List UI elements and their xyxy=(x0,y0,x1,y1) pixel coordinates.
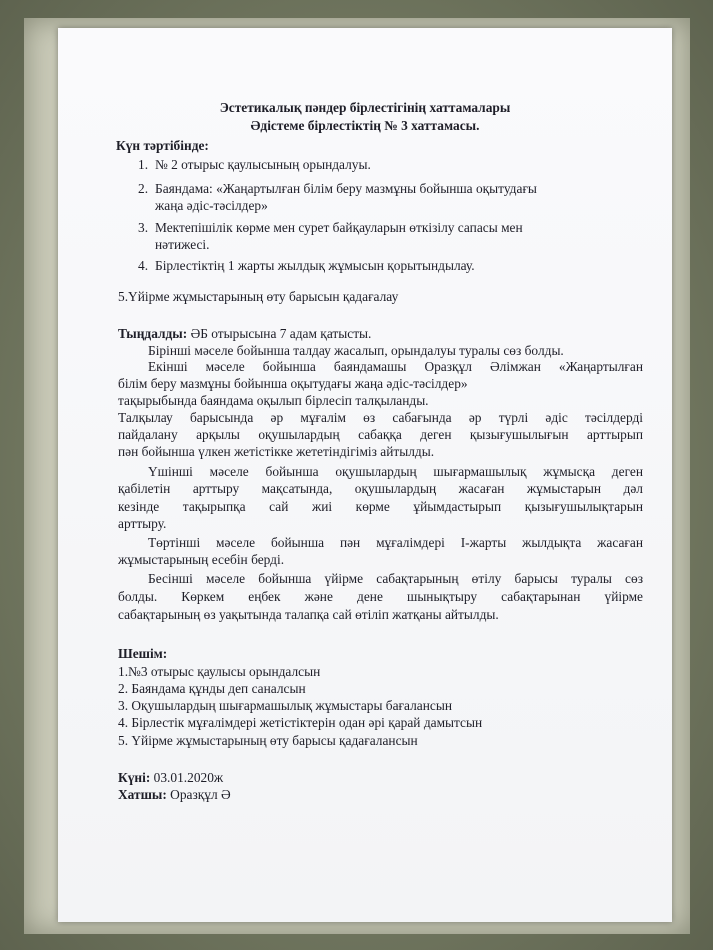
date-label: Күні: xyxy=(118,770,151,785)
secretary-label: Хатшы: xyxy=(118,787,167,802)
heard-label: Тыңдалды: xyxy=(118,326,188,341)
secretary-value: Оразқұл Ә xyxy=(166,787,231,802)
document-title: Эстетикалық пәндер бірлестігінің хаттамалары xyxy=(219,100,511,115)
body-line: пайдалану арқылы оқушылардың сабаққа деген қызығушылығын арттырып xyxy=(118,427,643,442)
decision-item: 4. Бірлестік мұғалімдері жетістіктерін одан әрі қарай дамытсын xyxy=(118,715,483,730)
decision-item: 1.№3 отырыс қаулысы орындалсын xyxy=(118,664,321,679)
agenda-item-continued: жаңа әдіс-тәсілдер» xyxy=(155,198,268,213)
agenda-item-num: 3. xyxy=(138,220,149,235)
body-line: қабілетін арттыру мақсатында, оқушылардың жасаған жұмыстарын дәл xyxy=(118,481,643,496)
body-line: арттыру. xyxy=(118,516,167,531)
decision-item: 3. Оқушылардың шығармашылық жұмыстары бағалансын xyxy=(118,698,453,713)
body-line: білім беру мазмұны бойынша оқытудағы жаңа әдіс-тәсілдер» xyxy=(118,376,468,391)
agenda-item: Бірлестіктің 1 жарты жылдық жұмысын қорытындылау. xyxy=(155,258,475,273)
body-line: Бесінші мәселе бойынша үйірме сабақтарының өтілу барысы туралы сөз xyxy=(148,571,643,586)
document-page xyxy=(58,28,672,922)
decision-heading: Шешім: xyxy=(118,646,168,661)
body-line: кезінде тақырыпқа сай жиі көрме ұйымдастырып қызығушылықтарын xyxy=(118,499,643,514)
agenda-item: Баяндама: «Жаңартылған білім беру мазмұны бойынша оқытудағы xyxy=(155,181,537,196)
body-line: Үшінші мәселе бойынша оқушылардың шығармашылық жұмысқа деген xyxy=(148,464,643,479)
agenda-item-num: 4. xyxy=(138,258,149,273)
secretary-line xyxy=(118,787,231,803)
document-content xyxy=(58,28,672,922)
body-line: сабақтарының өз уақытында талапқа сай өтіліп жатқаны айтылды. xyxy=(118,607,499,622)
date-value: 03.01.2020ж xyxy=(150,770,224,785)
document-subtitle: Әдістеме бірлестіктің № 3 хаттамасы. xyxy=(250,118,480,133)
agenda-item: № 2 отырыс қаулысының орындалуы. xyxy=(155,157,371,172)
body-line: Төртінші мәселе бойынша пән мұғалімдері І-жарты жылдықта жасаған xyxy=(148,535,643,550)
decision-item: 2. Баяндама құнды деп саналсын xyxy=(118,681,306,696)
body-line: пән бойынша үлкен жетістікке жететіндігіміз айтылды. xyxy=(118,444,435,459)
heard-text: ӘБ отырысына 7 адам қатысты. xyxy=(187,326,372,341)
agenda-item-5: 5.Үйірме жұмыстарының өту барысын қадағалау xyxy=(118,289,399,304)
body-line: жұмыстарының есебін берді. xyxy=(118,552,285,567)
decision-item: 5. Үйірме жұмыстарының өту барысы қадағалансын xyxy=(118,733,418,748)
agenda-item-num: 1. xyxy=(138,157,149,172)
heard-line xyxy=(118,326,371,342)
agenda-heading: Күн тәртібінде: xyxy=(116,138,209,153)
agenda-item-num: 2. xyxy=(138,181,149,196)
body-line: тақырыбында баяндама оқылып бірлесіп талқыланды. xyxy=(118,393,429,408)
body-line: Бірінші мәселе бойынша талдау жасалып, орындалуы туралы сөз болды. xyxy=(148,343,564,358)
agenda-item-continued: нәтижесі. xyxy=(155,237,210,252)
date-line xyxy=(118,770,223,786)
body-line: Талқылау барысында әр мұғалім өз сабағында әр түрлі әдіс тәсілдерді xyxy=(118,410,643,425)
body-line: болды. Көркем еңбек және дене шынықтыру сабақтарынан үйірме xyxy=(118,589,643,604)
agenda-item: Мектепішілік көрме мен сурет байқауларын өткізілу сапасы мен xyxy=(155,220,523,235)
body-line: Екінші мәселе бойынша баяндамашы Оразқұл Әлімжан «Жаңартылған xyxy=(148,359,643,374)
